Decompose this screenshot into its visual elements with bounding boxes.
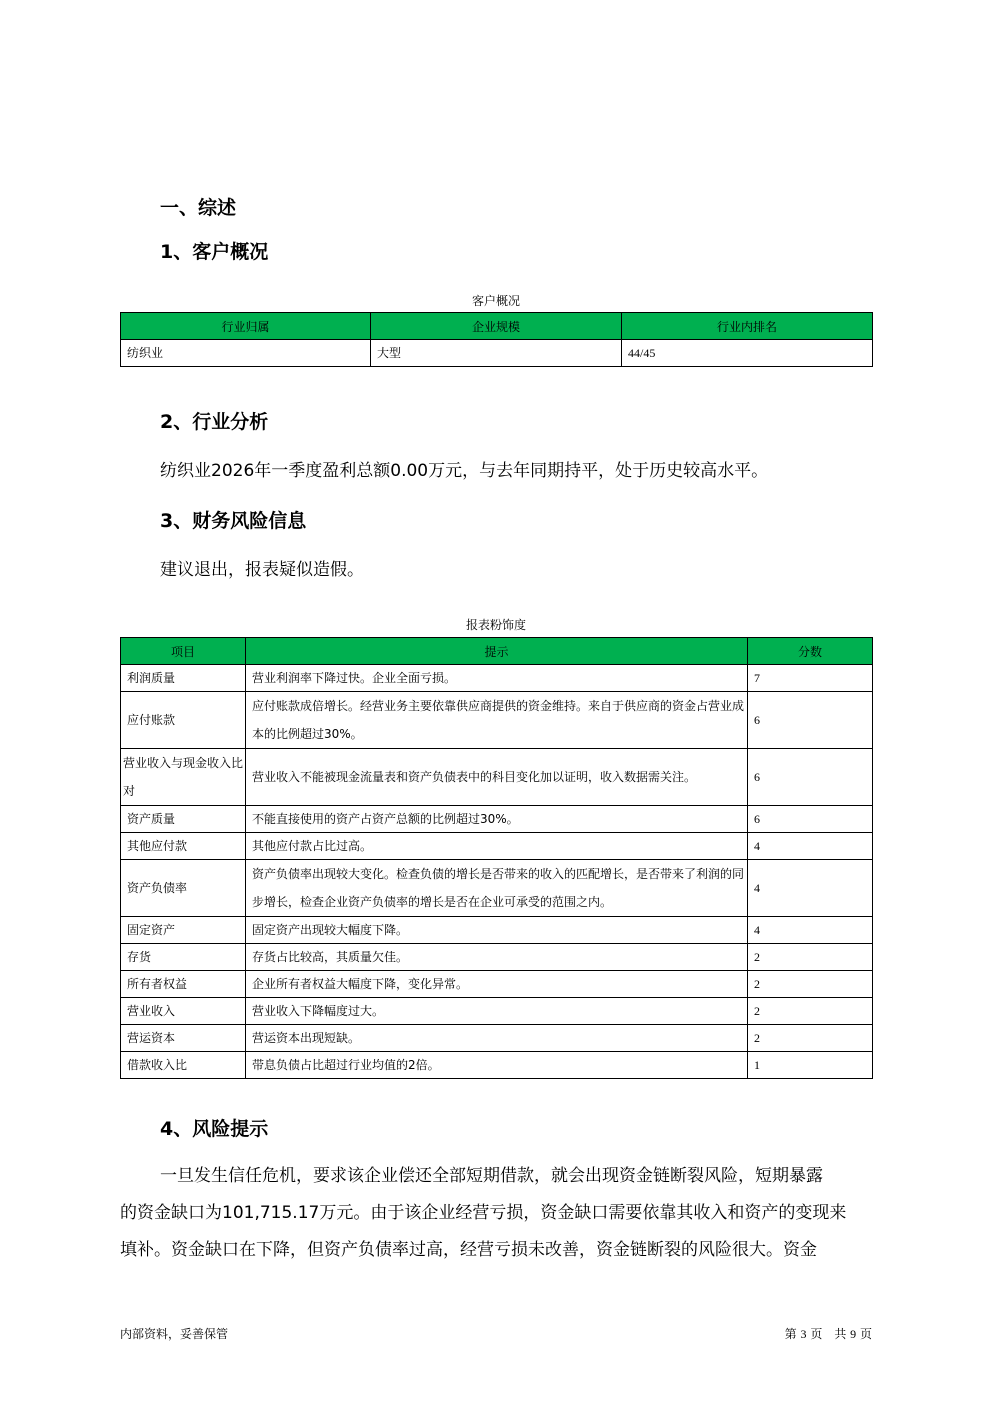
- score-cell: 2: [748, 998, 873, 1025]
- subheading-risk-warning: 4、风险提示: [160, 1118, 269, 1140]
- warning-line-2: 的资金缺口为101,715.17万元。由于该企业经营亏损，资金缺口需要依靠其收入和资产的变现来: [120, 1203, 847, 1223]
- cell-industry: 纺织业: [121, 340, 371, 367]
- hint-cell: 营业收入不能被现金流量表和资产负债表中的科目变化加以证明，收入数据需关注。: [246, 749, 748, 806]
- item-cell: 借款收入比: [121, 1052, 246, 1079]
- footer-page-indicator: [785, 1325, 872, 1342]
- item-cell: 营业收入: [121, 998, 246, 1025]
- score-cell: 6: [748, 749, 873, 806]
- header-item: 项目: [121, 638, 246, 665]
- score-cell: 4: [748, 833, 873, 860]
- header-industry: 行业归属: [121, 313, 371, 340]
- header-scale: 企业规模: [371, 313, 622, 340]
- table-row: [121, 1025, 873, 1052]
- embellish-table-caption: 报表粉饰度: [465, 618, 526, 632]
- cell-scale: 大型: [371, 340, 622, 367]
- score-cell: 6: [748, 692, 873, 749]
- item-cell: 应付账款: [121, 692, 246, 749]
- hint-cell: 企业所有者权益大幅度下降，变化异常。: [246, 971, 748, 998]
- industry-analysis-text: 纺织业2026年一季度盈利总额0.00万元，与去年同期持平，处于历史较高水平。: [160, 461, 769, 481]
- score-cell: 6: [748, 806, 873, 833]
- score-cell: 1: [748, 1052, 873, 1079]
- item-cell: 固定资产: [121, 917, 246, 944]
- section-heading-overview: 一、综述: [160, 197, 237, 219]
- subheading-customer-overview: 1、客户概况: [160, 241, 269, 263]
- score-cell: 2: [748, 1025, 873, 1052]
- table-row: [121, 806, 873, 833]
- hint-cell: 应付账款成倍增长。经营业务主要依靠供应商提供的资金维持。来自于供应商的资金占营业成本的比例超过30%。: [246, 692, 748, 749]
- table-row: [121, 944, 873, 971]
- score-cell: 7: [748, 665, 873, 692]
- table-row: [121, 665, 873, 692]
- header-hint: 提示: [246, 638, 748, 665]
- warning-line-3: 填补。资金缺口在下降，但资产负债率过高，经营亏损未改善，资金链断裂的风险很大。资金: [120, 1240, 817, 1260]
- table-row: [121, 971, 873, 998]
- subheading-industry-analysis: 2、行业分析: [160, 411, 269, 433]
- customer-table: [120, 312, 873, 367]
- hint-cell: 带息负债占比超过行业均值的2倍。: [246, 1052, 748, 1079]
- page-prefix: 第: [784, 1327, 797, 1341]
- item-cell: 资产负债率: [121, 860, 246, 917]
- table-row: [121, 833, 873, 860]
- hint-cell: 营业收入下降幅度过大。: [246, 998, 748, 1025]
- score-cell: 2: [748, 971, 873, 998]
- embellish-table: [120, 637, 873, 1079]
- table-row: [121, 917, 873, 944]
- table-row: [121, 749, 873, 806]
- score-cell: 2: [748, 944, 873, 971]
- customer-table-caption: 客户概况: [471, 294, 520, 308]
- table-row: [121, 998, 873, 1025]
- page-suffix: 页: [859, 1327, 872, 1341]
- item-cell: 营业收入与现金收入比对: [121, 749, 246, 806]
- table-row: [121, 692, 873, 749]
- header-rank: 行业内排名: [622, 313, 873, 340]
- page-total: 9: [850, 1327, 857, 1341]
- item-cell: 所有者权益: [121, 971, 246, 998]
- item-cell: 营运资本: [121, 1025, 246, 1052]
- item-cell: 其他应付款: [121, 833, 246, 860]
- hint-cell: 不能直接使用的资产占资产总额的比例超过30%。: [246, 806, 748, 833]
- hint-cell: 其他应付款占比过高。: [246, 833, 748, 860]
- score-cell: 4: [748, 917, 873, 944]
- page-number: 3: [800, 1327, 807, 1341]
- score-cell: 4: [748, 860, 873, 917]
- hint-cell: 营运资本出现短缺。: [246, 1025, 748, 1052]
- item-cell: 资产质量: [121, 806, 246, 833]
- footer-confidential-note: 内部资料，妥善保管: [120, 1327, 229, 1341]
- warning-line-1: 一旦发生信任危机，要求该企业偿还全部短期借款，就会出现资金链断裂风险，短期暴露: [160, 1166, 823, 1186]
- cell-rank: 44/45: [622, 340, 873, 367]
- hint-cell: 固定资产出现较大幅度下降。: [246, 917, 748, 944]
- hint-cell: 资产负债率出现较大变化。检查负债的增长是否带来的收入的匹配增长，是否带来了利润的同步增长，检查企业资产负债率的增长是否在企业可承受的范围之内。: [246, 860, 748, 917]
- hint-cell: 存货占比较高，其质量欠佳。: [246, 944, 748, 971]
- table-row: [121, 1052, 873, 1079]
- page-mid: 页 共: [810, 1327, 847, 1341]
- table-row: [121, 860, 873, 917]
- subheading-financial-risk: 3、财务风险信息: [160, 510, 307, 532]
- item-cell: 存货: [121, 944, 246, 971]
- financial-risk-text: 建议退出，报表疑似造假。: [160, 560, 364, 580]
- item-cell: 利润质量: [121, 665, 246, 692]
- header-score: 分数: [748, 638, 873, 665]
- hint-cell: 营业利润率下降过快。企业全面亏损。: [246, 665, 748, 692]
